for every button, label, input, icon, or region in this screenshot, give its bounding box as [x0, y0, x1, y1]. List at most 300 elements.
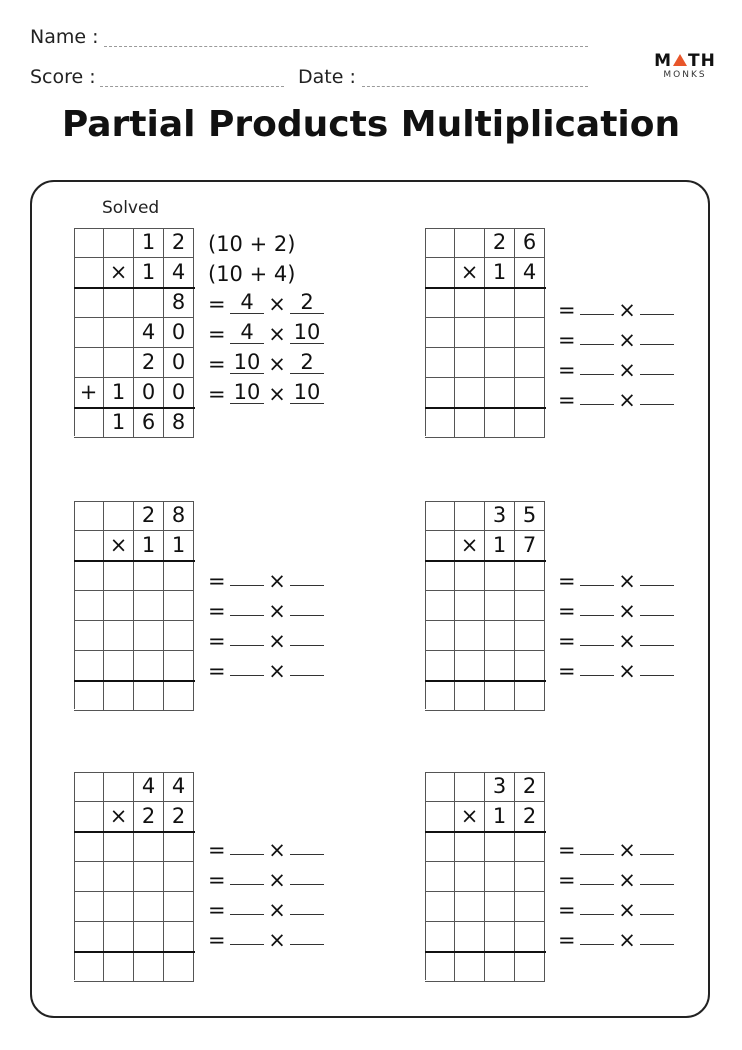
grid-cell[interactable] — [74, 621, 104, 651]
factor-blank[interactable]: 2 — [290, 291, 324, 314]
factor-blank[interactable] — [290, 653, 324, 676]
grid-cell[interactable]: 2 — [164, 228, 194, 258]
grid-cell[interactable] — [74, 772, 104, 802]
grid-cell[interactable]: 0 — [164, 318, 194, 348]
times-sign: × — [268, 868, 286, 892]
grid-cell[interactable]: 8 — [164, 408, 194, 438]
grid-cell[interactable] — [74, 681, 104, 711]
factor-blank[interactable] — [230, 623, 264, 646]
solved-label: Solved — [102, 198, 160, 218]
grid-cell[interactable] — [425, 288, 455, 318]
partial-product-line — [208, 892, 324, 922]
multiply-rule — [425, 287, 546, 289]
grid-cell[interactable] — [485, 952, 515, 982]
grid-cell[interactable]: × — [455, 531, 485, 561]
grid-cell[interactable] — [134, 952, 164, 982]
grid-cell[interactable]: 8 — [164, 501, 194, 531]
grid-cell[interactable] — [455, 561, 485, 591]
grid-cell[interactable] — [515, 348, 545, 378]
grid-cell[interactable] — [455, 681, 485, 711]
grid-cell[interactable] — [425, 952, 455, 982]
grid-cell[interactable] — [425, 772, 455, 802]
grid-cell[interactable] — [455, 772, 485, 802]
factor-blank[interactable] — [230, 832, 264, 855]
grid-cell[interactable] — [515, 561, 545, 591]
partial-product-line — [208, 832, 324, 862]
grid-cell[interactable] — [74, 651, 104, 681]
partial-product-line — [208, 653, 324, 683]
grid-cell[interactable] — [425, 348, 455, 378]
partial-product-line — [558, 352, 674, 382]
grid-cell[interactable] — [104, 651, 134, 681]
times-sign: × — [268, 569, 286, 593]
grid-cell[interactable] — [74, 561, 104, 591]
multiply-rule — [74, 560, 195, 562]
grid-cell[interactable] — [515, 318, 545, 348]
times-sign: × — [618, 569, 636, 593]
grid-cell[interactable] — [134, 288, 164, 318]
factor-blank[interactable] — [580, 563, 614, 586]
grid-cell[interactable]: × — [455, 802, 485, 832]
equals-sign: = — [208, 352, 226, 376]
grid-cell[interactable] — [164, 681, 194, 711]
grid-cell[interactable] — [164, 862, 194, 892]
grid-cell[interactable]: 2 — [164, 802, 194, 832]
grid-cell[interactable]: 0 — [164, 378, 194, 408]
grid-cell[interactable]: 1 — [485, 258, 515, 288]
grid-cell[interactable] — [104, 892, 134, 922]
factor-blank[interactable] — [580, 593, 614, 616]
grid-cell[interactable] — [74, 228, 104, 258]
grid-cell[interactable] — [515, 681, 545, 711]
grid-cell[interactable] — [104, 348, 134, 378]
grid-cell[interactable] — [425, 531, 455, 561]
grid-cell[interactable] — [485, 408, 515, 438]
grid-cell[interactable] — [515, 591, 545, 621]
grid-cell[interactable] — [455, 832, 485, 862]
factor-blank[interactable]: 10 — [230, 381, 264, 404]
times-sign: × — [268, 292, 286, 316]
factor-blank[interactable]: 4 — [230, 291, 264, 314]
grid-cell[interactable]: 2 — [134, 501, 164, 531]
grid-cell[interactable]: 7 — [515, 531, 545, 561]
grid-cell[interactable] — [515, 892, 545, 922]
grid-cell[interactable] — [425, 318, 455, 348]
factor-blank[interactable] — [580, 382, 614, 405]
times-sign: × — [618, 898, 636, 922]
grid-cell[interactable]: 1 — [134, 258, 164, 288]
factor-blank[interactable] — [640, 832, 674, 855]
factor-blank[interactable] — [230, 922, 264, 945]
grid-cell[interactable] — [455, 501, 485, 531]
factor-blank[interactable] — [230, 563, 264, 586]
grid-cell[interactable] — [455, 621, 485, 651]
grid-cell[interactable] — [104, 922, 134, 952]
top-expansion: (10 + 2) — [208, 232, 296, 256]
equals-sign: = — [558, 659, 576, 683]
grid-cell[interactable] — [104, 318, 134, 348]
grid-cell[interactable] — [455, 408, 485, 438]
times-sign: × — [618, 928, 636, 952]
grid-cell[interactable]: 3 — [485, 772, 515, 802]
multiply-rule — [425, 831, 546, 833]
equals-sign: = — [208, 629, 226, 653]
equals-sign: = — [208, 659, 226, 683]
equals-sign: = — [558, 388, 576, 412]
grid-cell[interactable]: 4 — [515, 258, 545, 288]
grid-cell[interactable] — [455, 288, 485, 318]
equals-sign: = — [558, 898, 576, 922]
factor-blank[interactable] — [640, 862, 674, 885]
partial-product-line — [558, 862, 674, 892]
grid-cell[interactable] — [104, 862, 134, 892]
grid-cell[interactable] — [104, 621, 134, 651]
grid-cell[interactable] — [74, 952, 104, 982]
grid-cell[interactable]: 1 — [104, 408, 134, 438]
grid-cell[interactable] — [104, 501, 134, 531]
grid-cell[interactable] — [164, 621, 194, 651]
equals-sign: = — [208, 569, 226, 593]
factor-blank[interactable]: 10 — [290, 381, 324, 404]
factor-blank[interactable] — [580, 322, 614, 345]
partial-product-line — [208, 349, 324, 379]
equals-sign: = — [208, 868, 226, 892]
grid-cell[interactable] — [425, 228, 455, 258]
factor-blank[interactable] — [640, 352, 674, 375]
factor-blank[interactable] — [290, 593, 324, 616]
factor-blank[interactable] — [290, 563, 324, 586]
grid-cell[interactable]: 8 — [164, 288, 194, 318]
factor-blank[interactable] — [290, 862, 324, 885]
grid-cell[interactable] — [164, 832, 194, 862]
grid-cell[interactable] — [455, 591, 485, 621]
grid-cell[interactable] — [425, 621, 455, 651]
grid-cell[interactable] — [485, 318, 515, 348]
times-sign: × — [268, 898, 286, 922]
grid-cell[interactable] — [485, 892, 515, 922]
grid-cell[interactable] — [104, 772, 134, 802]
factor-blank[interactable] — [230, 653, 264, 676]
grid-cell[interactable] — [425, 802, 455, 832]
factor-blank[interactable] — [230, 593, 264, 616]
grid-cell[interactable]: 1 — [485, 531, 515, 561]
grid-cell[interactable] — [74, 922, 104, 952]
date-field[interactable] — [362, 86, 588, 87]
partial-product-line — [558, 653, 674, 683]
factor-blank[interactable] — [580, 832, 614, 855]
grid-cell[interactable] — [134, 651, 164, 681]
grid-cell[interactable] — [515, 621, 545, 651]
equals-sign: = — [208, 292, 226, 316]
factor-blank[interactable] — [580, 352, 614, 375]
partial-product-line — [558, 563, 674, 593]
factor-blank[interactable] — [580, 922, 614, 945]
grid-cell[interactable] — [485, 862, 515, 892]
grid-cell[interactable] — [164, 561, 194, 591]
grid-cell[interactable] — [74, 832, 104, 862]
grid-cell[interactable] — [104, 681, 134, 711]
times-sign: × — [268, 928, 286, 952]
times-sign: × — [268, 382, 286, 406]
grid-cell[interactable] — [485, 348, 515, 378]
equals-sign: = — [208, 322, 226, 346]
grid-cell[interactable]: + — [74, 378, 104, 408]
factor-blank[interactable] — [640, 892, 674, 915]
factor-blank[interactable] — [290, 623, 324, 646]
grid-cell[interactable] — [455, 318, 485, 348]
grid-cell[interactable]: 4 — [134, 318, 164, 348]
grid-cell[interactable] — [515, 952, 545, 982]
grid-cell[interactable] — [485, 378, 515, 408]
factor-blank[interactable]: 2 — [290, 351, 324, 374]
sum-rule — [74, 407, 195, 409]
factor-blank[interactable] — [640, 623, 674, 646]
grid-cell[interactable] — [164, 591, 194, 621]
grid-cell[interactable] — [515, 378, 545, 408]
grid-cell[interactable] — [74, 862, 104, 892]
problem-grid — [74, 772, 194, 980]
grid-cell[interactable]: × — [104, 802, 134, 832]
grid-cell[interactable] — [455, 892, 485, 922]
grid-cell[interactable] — [425, 258, 455, 288]
grid-cell[interactable] — [515, 651, 545, 681]
factor-blank[interactable] — [290, 922, 324, 945]
grid-cell[interactable]: 1 — [134, 531, 164, 561]
grid-cell[interactable] — [425, 378, 455, 408]
partial-product-line — [208, 379, 324, 409]
grid-cell[interactable] — [425, 501, 455, 531]
grid-cell[interactable] — [134, 561, 164, 591]
grid-cell[interactable] — [164, 952, 194, 982]
grid-cell[interactable]: × — [104, 531, 134, 561]
grid-cell[interactable] — [74, 892, 104, 922]
grid-cell[interactable] — [74, 802, 104, 832]
grid-cell[interactable] — [515, 288, 545, 318]
factor-blank[interactable] — [290, 892, 324, 915]
grid-cell[interactable]: 2 — [134, 802, 164, 832]
times-sign: × — [268, 599, 286, 623]
factor-blank[interactable] — [580, 653, 614, 676]
grid-cell[interactable] — [104, 228, 134, 258]
problem-grid — [425, 228, 545, 436]
grid-cell[interactable] — [134, 862, 164, 892]
grid-cell[interactable] — [164, 892, 194, 922]
grid-cell[interactable]: 0 — [134, 378, 164, 408]
grid-cell[interactable] — [74, 348, 104, 378]
grid-cell[interactable] — [134, 832, 164, 862]
partial-product-line — [558, 623, 674, 653]
grid-cell[interactable] — [515, 832, 545, 862]
grid-cell[interactable] — [455, 922, 485, 952]
times-sign: × — [618, 659, 636, 683]
factor-blank[interactable] — [640, 382, 674, 405]
grid-cell[interactable] — [164, 651, 194, 681]
factor-blank[interactable] — [640, 653, 674, 676]
partial-product-line — [208, 623, 324, 653]
equals-sign: = — [208, 898, 226, 922]
grid-cell[interactable] — [425, 591, 455, 621]
partial-product-line — [558, 593, 674, 623]
grid-cell[interactable] — [515, 862, 545, 892]
factor-blank[interactable] — [640, 322, 674, 345]
equals-sign: = — [208, 599, 226, 623]
sum-rule — [425, 407, 546, 409]
factor-blank[interactable]: 10 — [290, 321, 324, 344]
bottom-expansion: (10 + 4) — [208, 262, 296, 286]
multiply-rule — [425, 560, 546, 562]
grid-cell[interactable] — [134, 621, 164, 651]
grid-cell[interactable] — [455, 378, 485, 408]
equals-sign: = — [558, 599, 576, 623]
equals-sign: = — [208, 382, 226, 406]
times-sign: × — [268, 629, 286, 653]
grid-cell[interactable]: 5 — [515, 501, 545, 531]
grid-cell[interactable] — [485, 681, 515, 711]
grid-cell[interactable]: 1 — [164, 531, 194, 561]
math-monks-logo: M TH MONKS — [654, 51, 716, 80]
grid-cell[interactable] — [74, 531, 104, 561]
grid-cell[interactable] — [515, 922, 545, 952]
sum-rule — [74, 680, 195, 682]
partial-product-line — [558, 892, 674, 922]
equals-sign: = — [558, 629, 576, 653]
factor-blank[interactable] — [290, 832, 324, 855]
grid-cell[interactable] — [425, 832, 455, 862]
grid-cell[interactable] — [455, 952, 485, 982]
grid-cell[interactable]: 4 — [164, 258, 194, 288]
grid-cell[interactable]: 0 — [164, 348, 194, 378]
equals-sign: = — [208, 838, 226, 862]
times-sign: × — [268, 659, 286, 683]
factor-blank[interactable] — [230, 862, 264, 885]
factor-blank[interactable] — [640, 922, 674, 945]
name-label: Name : — [30, 26, 99, 48]
grid-cell[interactable] — [425, 408, 455, 438]
factor-blank[interactable] — [230, 892, 264, 915]
grid-cell[interactable] — [485, 651, 515, 681]
times-sign: × — [618, 629, 636, 653]
grid-cell[interactable] — [485, 832, 515, 862]
grid-cell[interactable] — [104, 591, 134, 621]
grid-cell[interactable]: × — [455, 258, 485, 288]
grid-cell[interactable] — [485, 922, 515, 952]
grid-cell[interactable] — [455, 862, 485, 892]
sum-rule — [425, 951, 546, 953]
factor-blank[interactable] — [640, 563, 674, 586]
score-field[interactable] — [100, 86, 284, 87]
triangle-icon — [673, 54, 687, 66]
partial-product-line — [208, 563, 324, 593]
problem-grid — [425, 772, 545, 980]
equals-sign: = — [558, 328, 576, 352]
grid-cell[interactable] — [425, 651, 455, 681]
equals-sign: = — [558, 868, 576, 892]
grid-cell[interactable] — [425, 922, 455, 952]
grid-cell[interactable]: 4 — [134, 772, 164, 802]
grid-cell[interactable]: 2 — [515, 772, 545, 802]
factor-blank[interactable] — [640, 292, 674, 315]
grid-cell[interactable]: 1 — [134, 228, 164, 258]
equals-sign: = — [558, 358, 576, 382]
grid-cell[interactable] — [425, 892, 455, 922]
partial-product-line — [558, 292, 674, 322]
grid-cell[interactable] — [455, 651, 485, 681]
grid-cell[interactable]: 4 — [164, 772, 194, 802]
factor-blank[interactable] — [580, 892, 614, 915]
equals-sign: = — [558, 838, 576, 862]
grid-cell[interactable] — [485, 561, 515, 591]
grid-cell[interactable]: 6 — [515, 228, 545, 258]
grid-cell[interactable] — [455, 228, 485, 258]
grid-cell[interactable] — [485, 591, 515, 621]
times-sign: × — [268, 322, 286, 346]
grid-cell[interactable] — [104, 952, 134, 982]
grid-cell[interactable] — [74, 258, 104, 288]
problem-grid — [74, 228, 194, 436]
grid-cell[interactable]: 2 — [485, 228, 515, 258]
grid-cell[interactable] — [104, 288, 134, 318]
grid-cell[interactable] — [485, 288, 515, 318]
factor-blank[interactable] — [580, 292, 614, 315]
sum-rule — [74, 951, 195, 953]
factor-blank[interactable]: 4 — [230, 321, 264, 344]
grid-cell[interactable] — [134, 591, 164, 621]
grid-cell[interactable] — [74, 318, 104, 348]
factor-blank[interactable] — [580, 862, 614, 885]
grid-cell[interactable] — [425, 561, 455, 591]
grid-cell[interactable] — [134, 892, 164, 922]
factor-blank[interactable] — [580, 623, 614, 646]
grid-cell[interactable] — [134, 922, 164, 952]
grid-cell[interactable] — [455, 348, 485, 378]
grid-cell[interactable]: 2 — [515, 802, 545, 832]
grid-cell[interactable]: 1 — [485, 802, 515, 832]
grid-cell[interactable] — [104, 561, 134, 591]
grid-cell[interactable]: 6 — [134, 408, 164, 438]
partial-product-line — [558, 382, 674, 412]
times-sign: × — [268, 838, 286, 862]
times-sign: × — [618, 868, 636, 892]
grid-cell[interactable]: 3 — [485, 501, 515, 531]
date-label: Date : — [298, 66, 356, 88]
partial-product-line — [208, 289, 324, 319]
grid-cell[interactable] — [485, 621, 515, 651]
partial-product-line — [558, 922, 674, 952]
grid-cell[interactable] — [74, 591, 104, 621]
grid-cell[interactable]: × — [104, 258, 134, 288]
grid-cell[interactable] — [425, 681, 455, 711]
partial-product-line — [208, 862, 324, 892]
times-sign: × — [618, 328, 636, 352]
equals-sign: = — [558, 928, 576, 952]
grid-cell[interactable] — [74, 501, 104, 531]
grid-cell[interactable] — [164, 922, 194, 952]
grid-cell[interactable]: 2 — [134, 348, 164, 378]
factor-blank[interactable]: 10 — [230, 351, 264, 374]
grid-cell[interactable] — [134, 681, 164, 711]
times-sign: × — [618, 599, 636, 623]
grid-cell[interactable] — [425, 862, 455, 892]
times-sign: × — [618, 388, 636, 412]
grid-cell[interactable] — [74, 408, 104, 438]
factor-blank[interactable] — [640, 593, 674, 616]
partial-product-line — [208, 922, 324, 952]
name-field[interactable] — [104, 46, 588, 47]
grid-cell[interactable] — [515, 408, 545, 438]
grid-cell[interactable] — [74, 288, 104, 318]
grid-cell[interactable] — [104, 832, 134, 862]
grid-cell[interactable]: 1 — [104, 378, 134, 408]
